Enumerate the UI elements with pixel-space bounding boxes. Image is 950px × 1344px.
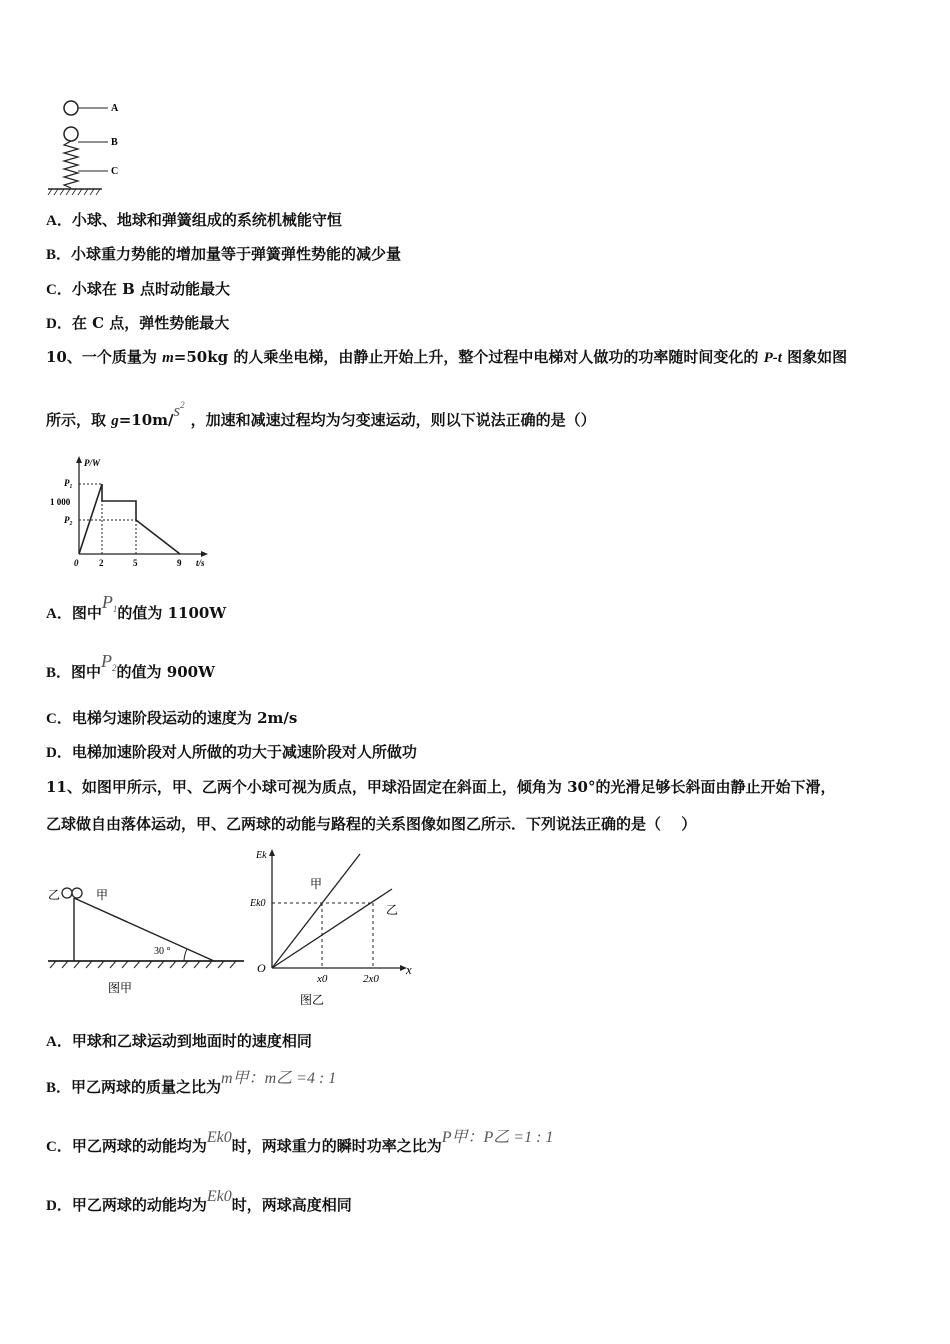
svg-text:Ek: Ek [256, 850, 267, 861]
q10-option-a: A．图中$P^1$的值为 1100W [46, 592, 227, 622]
q9-option-a: A．小球、地球和弹簧组成的系统机械能守恒 [46, 211, 342, 229]
svg-text:甲: 甲 [96, 888, 109, 902]
q11-option-a: A．甲球和乙球运动到地面时的速度相同 [46, 1032, 312, 1050]
q10-stem-line2: 所示，取 $g=10m/s^2$，加速和减速过程均为匀变速运动，则以下说法正确的是（） [46, 400, 596, 429]
spring [64, 141, 78, 188]
svg-text:图甲: 图甲 [108, 981, 133, 995]
incline-figure [44, 880, 250, 1000]
q11-option-d: D．甲乙两球的动能均为Ek0时，两球高度相同 [46, 1188, 352, 1214]
svg-text:30 °: 30 ° [154, 946, 171, 957]
label-1000: 1 000 [50, 497, 71, 507]
q9-option-d: D．在 C 点，弹性势能最大 [46, 314, 230, 332]
label-a: A [111, 103, 119, 114]
svg-text:图乙: 图乙 [300, 993, 325, 1007]
q10-option-b: B．图中$P^2$的值为 900W [46, 651, 215, 681]
x-axis-label: t/s [196, 558, 205, 568]
q11-stem-line2: 乙球做自由落体运动，甲、乙两球的动能与路程的关系图像如图乙所示．下列说法正确的是（ ） [46, 815, 697, 833]
svg-text:2: 2 [99, 558, 104, 568]
label-p2: P₂ [64, 515, 73, 525]
power-curve [79, 484, 180, 554]
svg-text:9: 9 [177, 558, 182, 568]
svg-text:乙: 乙 [48, 888, 61, 902]
label-b: B [111, 137, 118, 148]
q9-option-b: B．小球重力势能的增加量等于弹簧弹性势能的减少量 [46, 245, 402, 263]
q11-stem-line1: 11、如图甲所示，甲、乙两个小球可视为质点，甲球沿固定在斜面上，倾角为 30°的光滑足够长斜面由静止开始下滑， [46, 778, 836, 796]
ball-a [64, 101, 78, 115]
q10-stem-line1: 10、一个质量为 m=50kg 的人乘坐电梯，由静止开始上升，整个过程中电梯对人做功的功率随时间变化的 P-t 图象如图 [46, 348, 848, 366]
svg-text:x0: x0 [317, 973, 328, 985]
label-c: C [111, 166, 119, 177]
svg-text:甲: 甲 [310, 877, 323, 891]
spring-figure [44, 96, 134, 200]
svg-text:0: 0 [74, 558, 79, 568]
svg-text:2x0: 2x0 [363, 973, 379, 985]
q9-option-c: C．小球在 B 点时动能最大 [46, 280, 230, 298]
label-p1: P₁ [64, 478, 73, 488]
q10-option-c: C．电梯匀速阶段运动的速度为 2m/s [46, 709, 298, 727]
q11-option-b: B．甲乙两球的质量之比为m甲：m乙 =4 : 1 [46, 1070, 337, 1096]
svg-text:5: 5 [133, 558, 138, 568]
svg-text:乙: 乙 [386, 903, 399, 917]
y-axis-label: P/W [84, 458, 101, 468]
pt-graph [44, 452, 214, 574]
q10-option-d: D．电梯加速阶段对人所做的功大于减速阶段对人所做功 [46, 743, 417, 761]
q11-option-c: C．甲乙两球的动能均为Ek0时，两球重力的瞬时功率之比为P甲：P乙 =1 : 1 [46, 1129, 554, 1155]
svg-text:x: x [406, 962, 412, 977]
ball-b [64, 127, 78, 141]
ek-x-graph [250, 844, 422, 1010]
svg-text:O: O [257, 961, 266, 975]
svg-text:Ek0: Ek0 [250, 898, 266, 909]
